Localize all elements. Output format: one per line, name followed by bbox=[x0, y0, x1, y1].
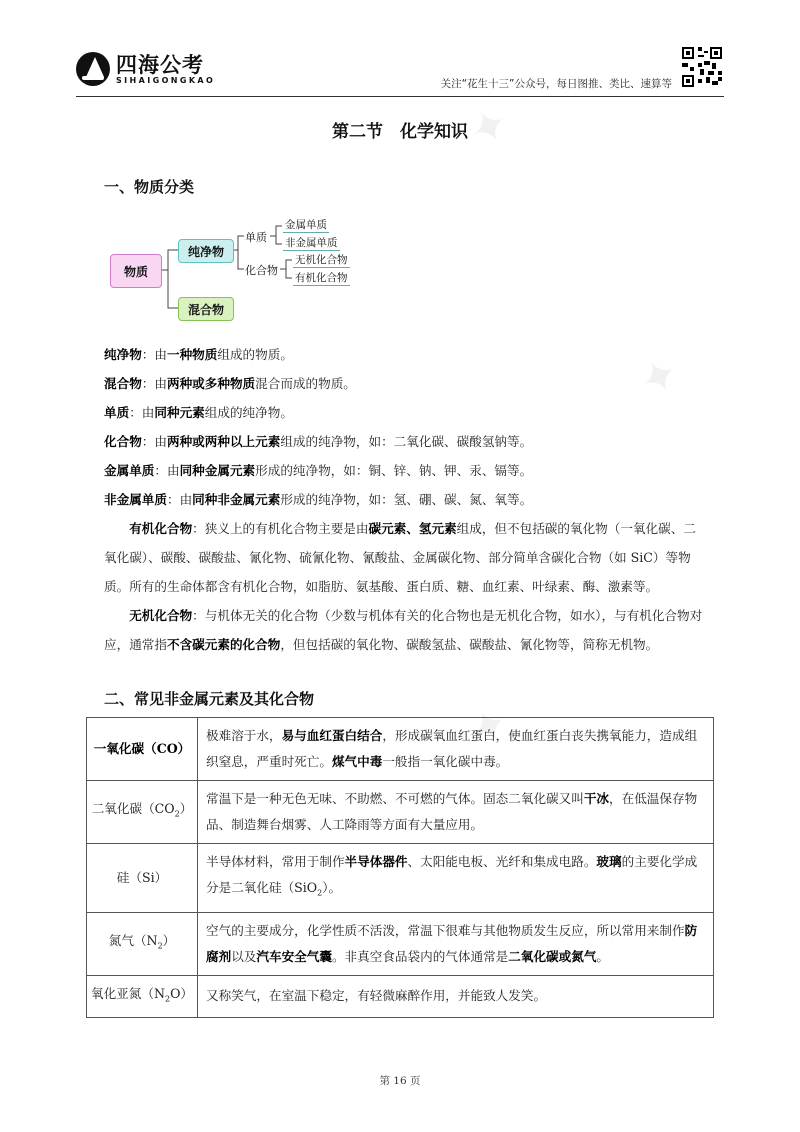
definition-item: 金属单质：由同种金属元素形成的纯净物，如：铜、锌、钠、钾、汞、镉等。 bbox=[104, 463, 533, 478]
table-cell-desc: 又称笑气，在室温下稳定，有轻微麻醉作用，并能致人发笑。 bbox=[198, 975, 714, 1018]
sailboat-logo-icon bbox=[76, 52, 110, 86]
definition-item: 化合物：由两种或两种以上元素组成的纯净物，如：二氧化碳、碳酸氢钠等。 bbox=[104, 434, 533, 449]
page-number: 第 16 页 bbox=[379, 1075, 421, 1087]
table-row bbox=[87, 844, 714, 913]
diagram-node-nonmetal: 非金属单质 bbox=[285, 237, 338, 249]
table-cell-desc: 半导体材料，常用于制作半导体器件、太阳能电板、光纤和集成电路。玻璃的主要化学成分是二氧化硅（SiO$_2$）。 bbox=[198, 844, 714, 913]
logo-name: 四海公考 bbox=[116, 52, 204, 77]
compounds-table bbox=[86, 717, 714, 1018]
diagram-node-metal: 金属单质 bbox=[285, 219, 327, 231]
table-row bbox=[87, 912, 714, 975]
table-cell-desc: 空气的主要成分，化学性质不活泼，常温下很难与其他物质发生反应，所以常用来制作防腐剂以及汽车安全气囊。非真空食品袋内的气体通常是二氧化碳或氮气。 bbox=[198, 912, 714, 975]
diagram-node-substance: 物质 bbox=[110, 254, 162, 288]
table-row bbox=[87, 718, 714, 781]
definition-inorganic: 无机化合物：与机体无关的化合物（少数与机体有关的化合物也是无机化合物，如水），与有机化合物对应，通常指不含碳元素的化合物，但包括碳的氧化物、碳酸氢盐、碳酸盐、氰化物等，简称无机物。 bbox=[104, 608, 703, 652]
definition-organic: 有机化合物：狭义上的有机化合物主要是由碳元素、氢元素组成，但不包括碳的氧化物（一氧化碳、二氧化碳）、碳酸、碳酸盐、氰化物、硫氰化物、氰酸盐、金属碳化物、部分简单含碳化合物（如 SiC）等物质。所有的生命体都含有机化合物，如脂肪、氨基酸、蛋白质、糖、血红素、叶绿素、酶、激素等。 bbox=[104, 521, 696, 594]
table-cell-name: 硅（Si） bbox=[87, 844, 198, 913]
definition-list bbox=[104, 340, 704, 659]
diagram-node-organic: 有机化合物 bbox=[295, 272, 348, 284]
table-cell-desc: 常温下是一种无色无味、不助燃、不可燃的气体。固态二氧化碳又叫干冰，在低温保存物品、制造舞台烟雾、人工降雨等方面有大量应用。 bbox=[198, 781, 714, 844]
table-cell-name: 氮气$(N_2)$ bbox=[87, 912, 198, 975]
logo bbox=[76, 52, 215, 86]
diagram-node-pure: 纯净物 bbox=[178, 239, 234, 263]
table-row bbox=[87, 975, 714, 1018]
page-title: 第二节 化学知识 bbox=[332, 122, 468, 142]
header-divider bbox=[76, 96, 724, 97]
table-cell-name: 二氧化碳$(CO_2)$ bbox=[87, 781, 198, 844]
table-row bbox=[87, 781, 714, 844]
definition-item: 纯净物：由一种物质组成的物质。 bbox=[104, 347, 293, 362]
classification-diagram bbox=[110, 214, 370, 324]
diagram-node-compound: 化合物 bbox=[245, 264, 278, 277]
definition-item: 非金属单质：由同种非金属元素形成的纯净物，如：氢、硼、碳、氮、氧等。 bbox=[104, 492, 533, 507]
diagram-node-inorganic: 无机化合物 bbox=[295, 254, 348, 266]
table-cell-name: 一氧化碳（CO） bbox=[87, 718, 198, 781]
diagram-node-mixture: 混合物 bbox=[178, 297, 234, 321]
diagram-node-simple: 单质 bbox=[245, 231, 267, 244]
header-note: 关注“花生十三”公众号，每日图推、类比、速算等 bbox=[440, 78, 672, 90]
definition-item: 混合物：由两种或多种物质混合而成的物质。 bbox=[104, 376, 356, 391]
definition-item: 单质：由同种元素组成的纯净物。 bbox=[104, 405, 293, 420]
logo-subtitle: SIHAIGONGKAO bbox=[116, 75, 216, 85]
watermark: ✦ bbox=[459, 94, 519, 160]
section-heading: 一、物质分类 bbox=[104, 178, 195, 196]
table-cell-name: 氧化亚氮$(N_2O)$ bbox=[87, 975, 198, 1018]
qr-code-icon bbox=[680, 45, 724, 89]
watermark: ✦ bbox=[629, 344, 689, 410]
table-cell-desc: 极难溶于水，易与血红蛋白结合，形成碳氧血红蛋白，使血红蛋白丧失携氧能力，造成组织窒息，严重时死亡。煤气中毒一般指一氧化碳中毒。 bbox=[198, 718, 714, 781]
page-header bbox=[76, 40, 724, 98]
section-heading: 二、常见非金属元素及其化合物 bbox=[104, 690, 315, 708]
watermark: ✦ bbox=[459, 694, 519, 760]
